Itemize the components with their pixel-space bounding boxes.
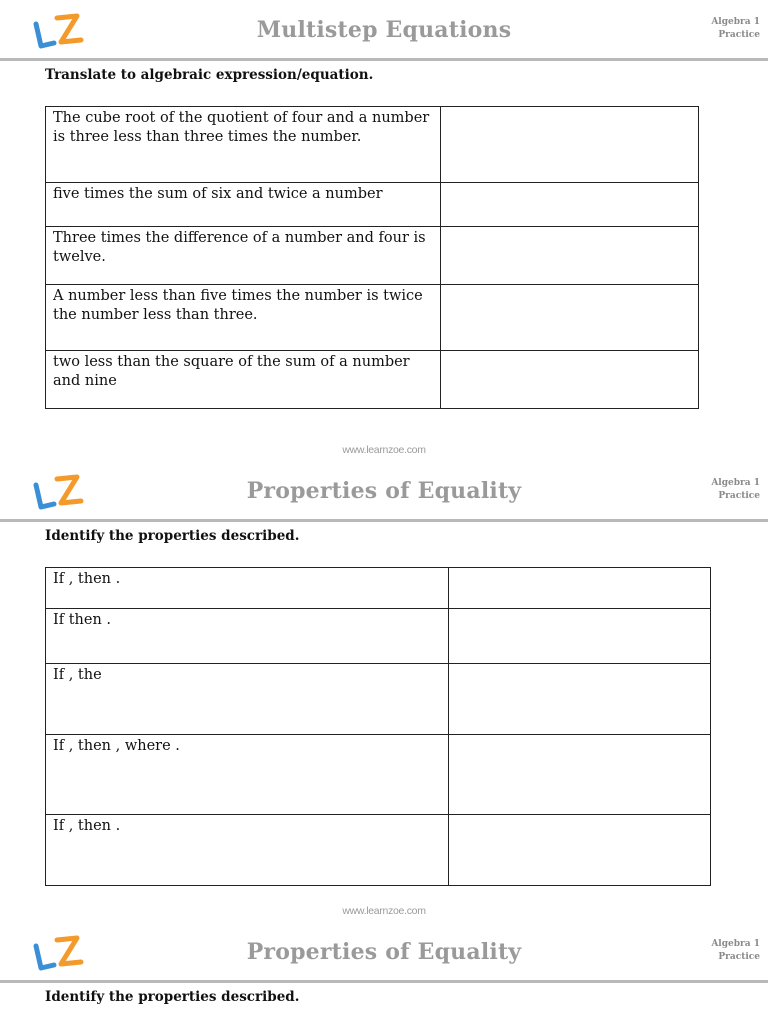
table-row: [46, 183, 699, 227]
table-row: [46, 815, 711, 886]
prompt-cell: If , then , where .: [46, 735, 449, 815]
course-name: Algebra 1: [711, 939, 760, 949]
answer-cell[interactable]: [449, 815, 711, 886]
answer-cell[interactable]: [449, 664, 711, 735]
prompt-cell: two less than the square of the sum of a number and nine: [46, 351, 441, 409]
answer-cell[interactable]: [441, 285, 699, 351]
instructions: Identify the properties described.: [45, 989, 300, 1005]
table-row: [46, 735, 711, 815]
answer-cell[interactable]: [449, 568, 711, 609]
section-title: Properties of Equality: [246, 939, 522, 965]
course-name: Algebra 1: [711, 478, 760, 488]
properties-table: [45, 567, 711, 886]
answer-cell[interactable]: [449, 609, 711, 664]
table-row: [46, 568, 711, 609]
course-name: Algebra 1: [711, 17, 760, 27]
prompt-cell: Three times the difference of a number and four is twelve.: [46, 227, 441, 285]
answer-cell[interactable]: [441, 351, 699, 409]
table-row: [46, 107, 699, 183]
table-row: [46, 609, 711, 664]
section-title: Properties of Equality: [246, 478, 522, 504]
header-divider: [0, 58, 768, 61]
course-label: [670, 938, 760, 964]
footer-url: www.learnzoe.com: [342, 444, 426, 456]
course-type: Practice: [718, 491, 760, 501]
header-divider: [0, 519, 768, 522]
section-title: Multistep Equations: [256, 17, 512, 43]
answer-cell[interactable]: [449, 735, 711, 815]
prompt-cell: If , the: [46, 664, 449, 735]
prompt-cell: The cube root of the quotient of four and a number is three less than three times the number.: [46, 107, 441, 183]
table-row: [46, 285, 699, 351]
answer-cell[interactable]: [441, 107, 699, 183]
prompt-cell: If , then .: [46, 815, 449, 886]
course-type: Practice: [718, 30, 760, 40]
table-row: [46, 664, 711, 735]
translation-table: [45, 106, 699, 409]
table-row: [46, 351, 699, 409]
footer-url: www.learnzoe.com: [342, 905, 426, 917]
course-type: Practice: [718, 952, 760, 962]
answer-cell[interactable]: [441, 227, 699, 285]
prompt-cell: A number less than five times the number is twice the number less than three.: [46, 285, 441, 351]
instructions: Translate to algebraic expression/equation.: [45, 67, 374, 83]
course-label: [670, 16, 760, 42]
instructions: Identify the properties described.: [45, 528, 300, 544]
prompt-cell: If then .: [46, 609, 449, 664]
prompt-cell: five times the sum of six and twice a number: [46, 183, 441, 227]
header-divider: [0, 980, 768, 983]
table-row: [46, 227, 699, 285]
course-label: [670, 477, 760, 503]
answer-cell[interactable]: [441, 183, 699, 227]
prompt-cell: If , then .: [46, 568, 449, 609]
